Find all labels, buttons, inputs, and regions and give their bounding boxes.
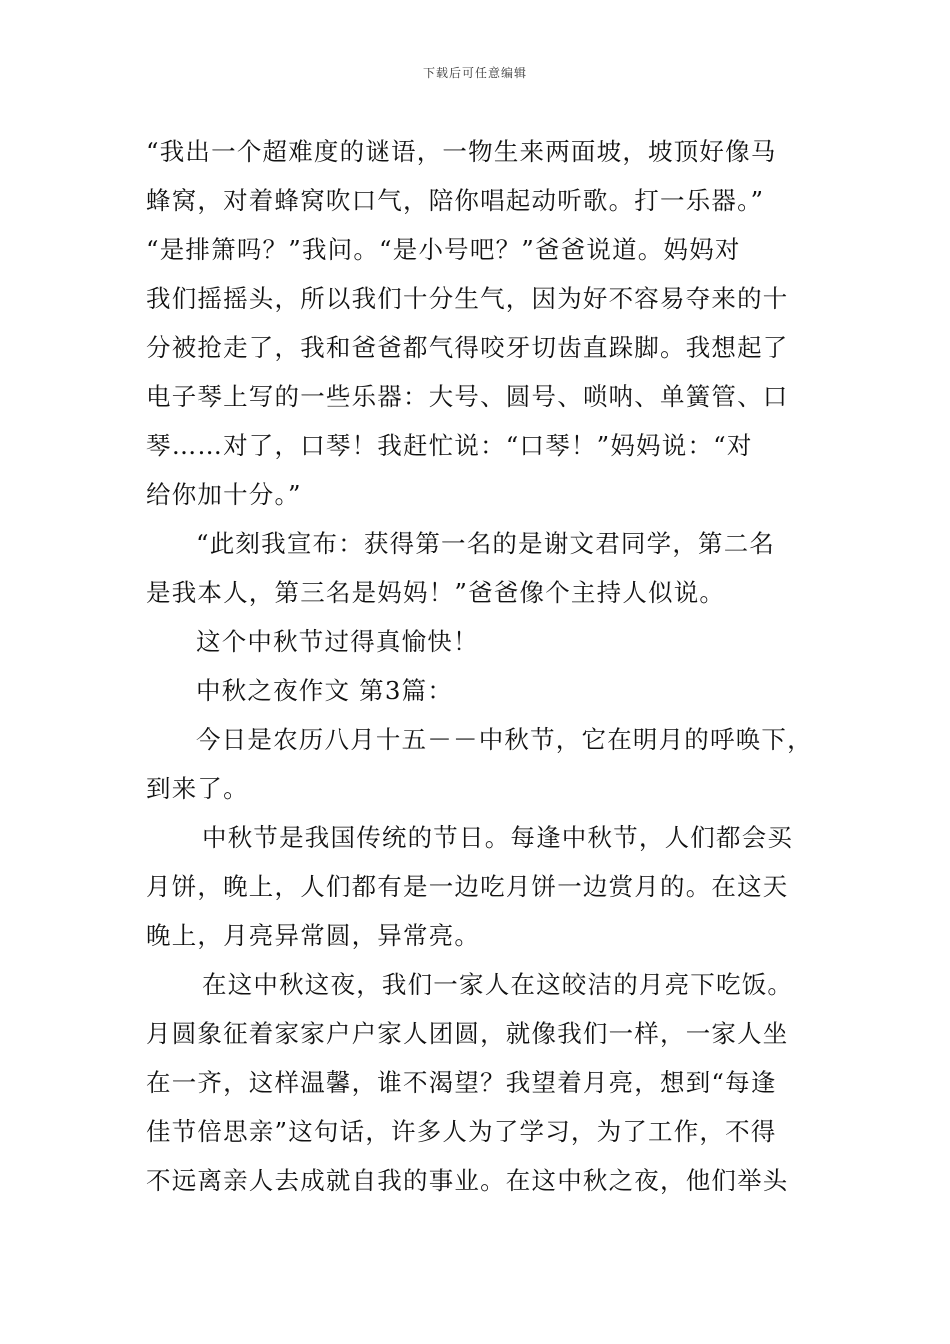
text-line: 佳节倍思亲”这句话，许多人为了学习，为了工作，不得: [146, 1117, 777, 1146]
text-line: 不远离亲人去成就自我的事业。在这中秋之夜，他们举头: [146, 1166, 789, 1195]
text-line: 晚上，月亮异常圆，异常亮。: [146, 921, 481, 950]
text-line: “我出一个超难度的谜语，一物生来两面坡，坡顶好像马: [146, 137, 777, 166]
text-line: 分被抢走了，我和爸爸都气得咬牙切齿直跺脚。我想起了: [146, 333, 789, 362]
text-line: 在这中秋这夜，我们一家人在这皎洁的月亮下吃饭。: [202, 970, 794, 999]
text-line: 中秋节是我国传统的节日。每逢中秋节，人们都会买: [202, 823, 794, 852]
text-line: “此刻我宣布：获得第一名的是谢文君同学，第二名: [196, 529, 776, 558]
text-line: 月饼，晚上，人们都有是一边吃月饼一边赏月的。在这天: [146, 872, 789, 901]
text-line: 今日是农历八月十五－－中秋节，它在明月的呼唤下，: [196, 725, 813, 754]
text-line: 电子琴上写的一些乐器：大号、圆号、唢呐、单簧管、口: [146, 382, 789, 411]
text-line: 我们摇摇头，所以我们十分生气，因为好不容易夺来的十: [146, 284, 789, 313]
text-line: 蜂窝，对着蜂窝吹口气，陪你唱起动听歌。打一乐器。”: [146, 186, 765, 215]
text-line: 给你加十分。”: [146, 480, 302, 509]
text-line: 在一齐，这样温馨，谁不渴望？我望着月亮，想到“每逢: [146, 1068, 777, 1097]
text-line: 这个中秋节过得真愉快！: [196, 627, 479, 656]
text-line: 是我本人，第三名是妈妈！”爸爸像个主持人似说。: [146, 578, 726, 607]
document-body: [146, 127, 826, 1205]
text-line: “是排箫吗？”我问。“是小号吧？”爸爸说道。妈妈对: [146, 235, 741, 264]
text-line: 月圆象征着家家户户家人团圆，就像我们一样，一家人坐: [146, 1019, 789, 1048]
section-heading: 中秋之夜作文 第3篇：: [196, 676, 454, 705]
text-line: 到来了。: [146, 774, 249, 803]
page-header: 下载后可任意编辑: [422, 66, 527, 80]
text-line: 琴……对了，口琴！我赶忙说：“口琴！”妈妈说：“对: [146, 431, 753, 460]
